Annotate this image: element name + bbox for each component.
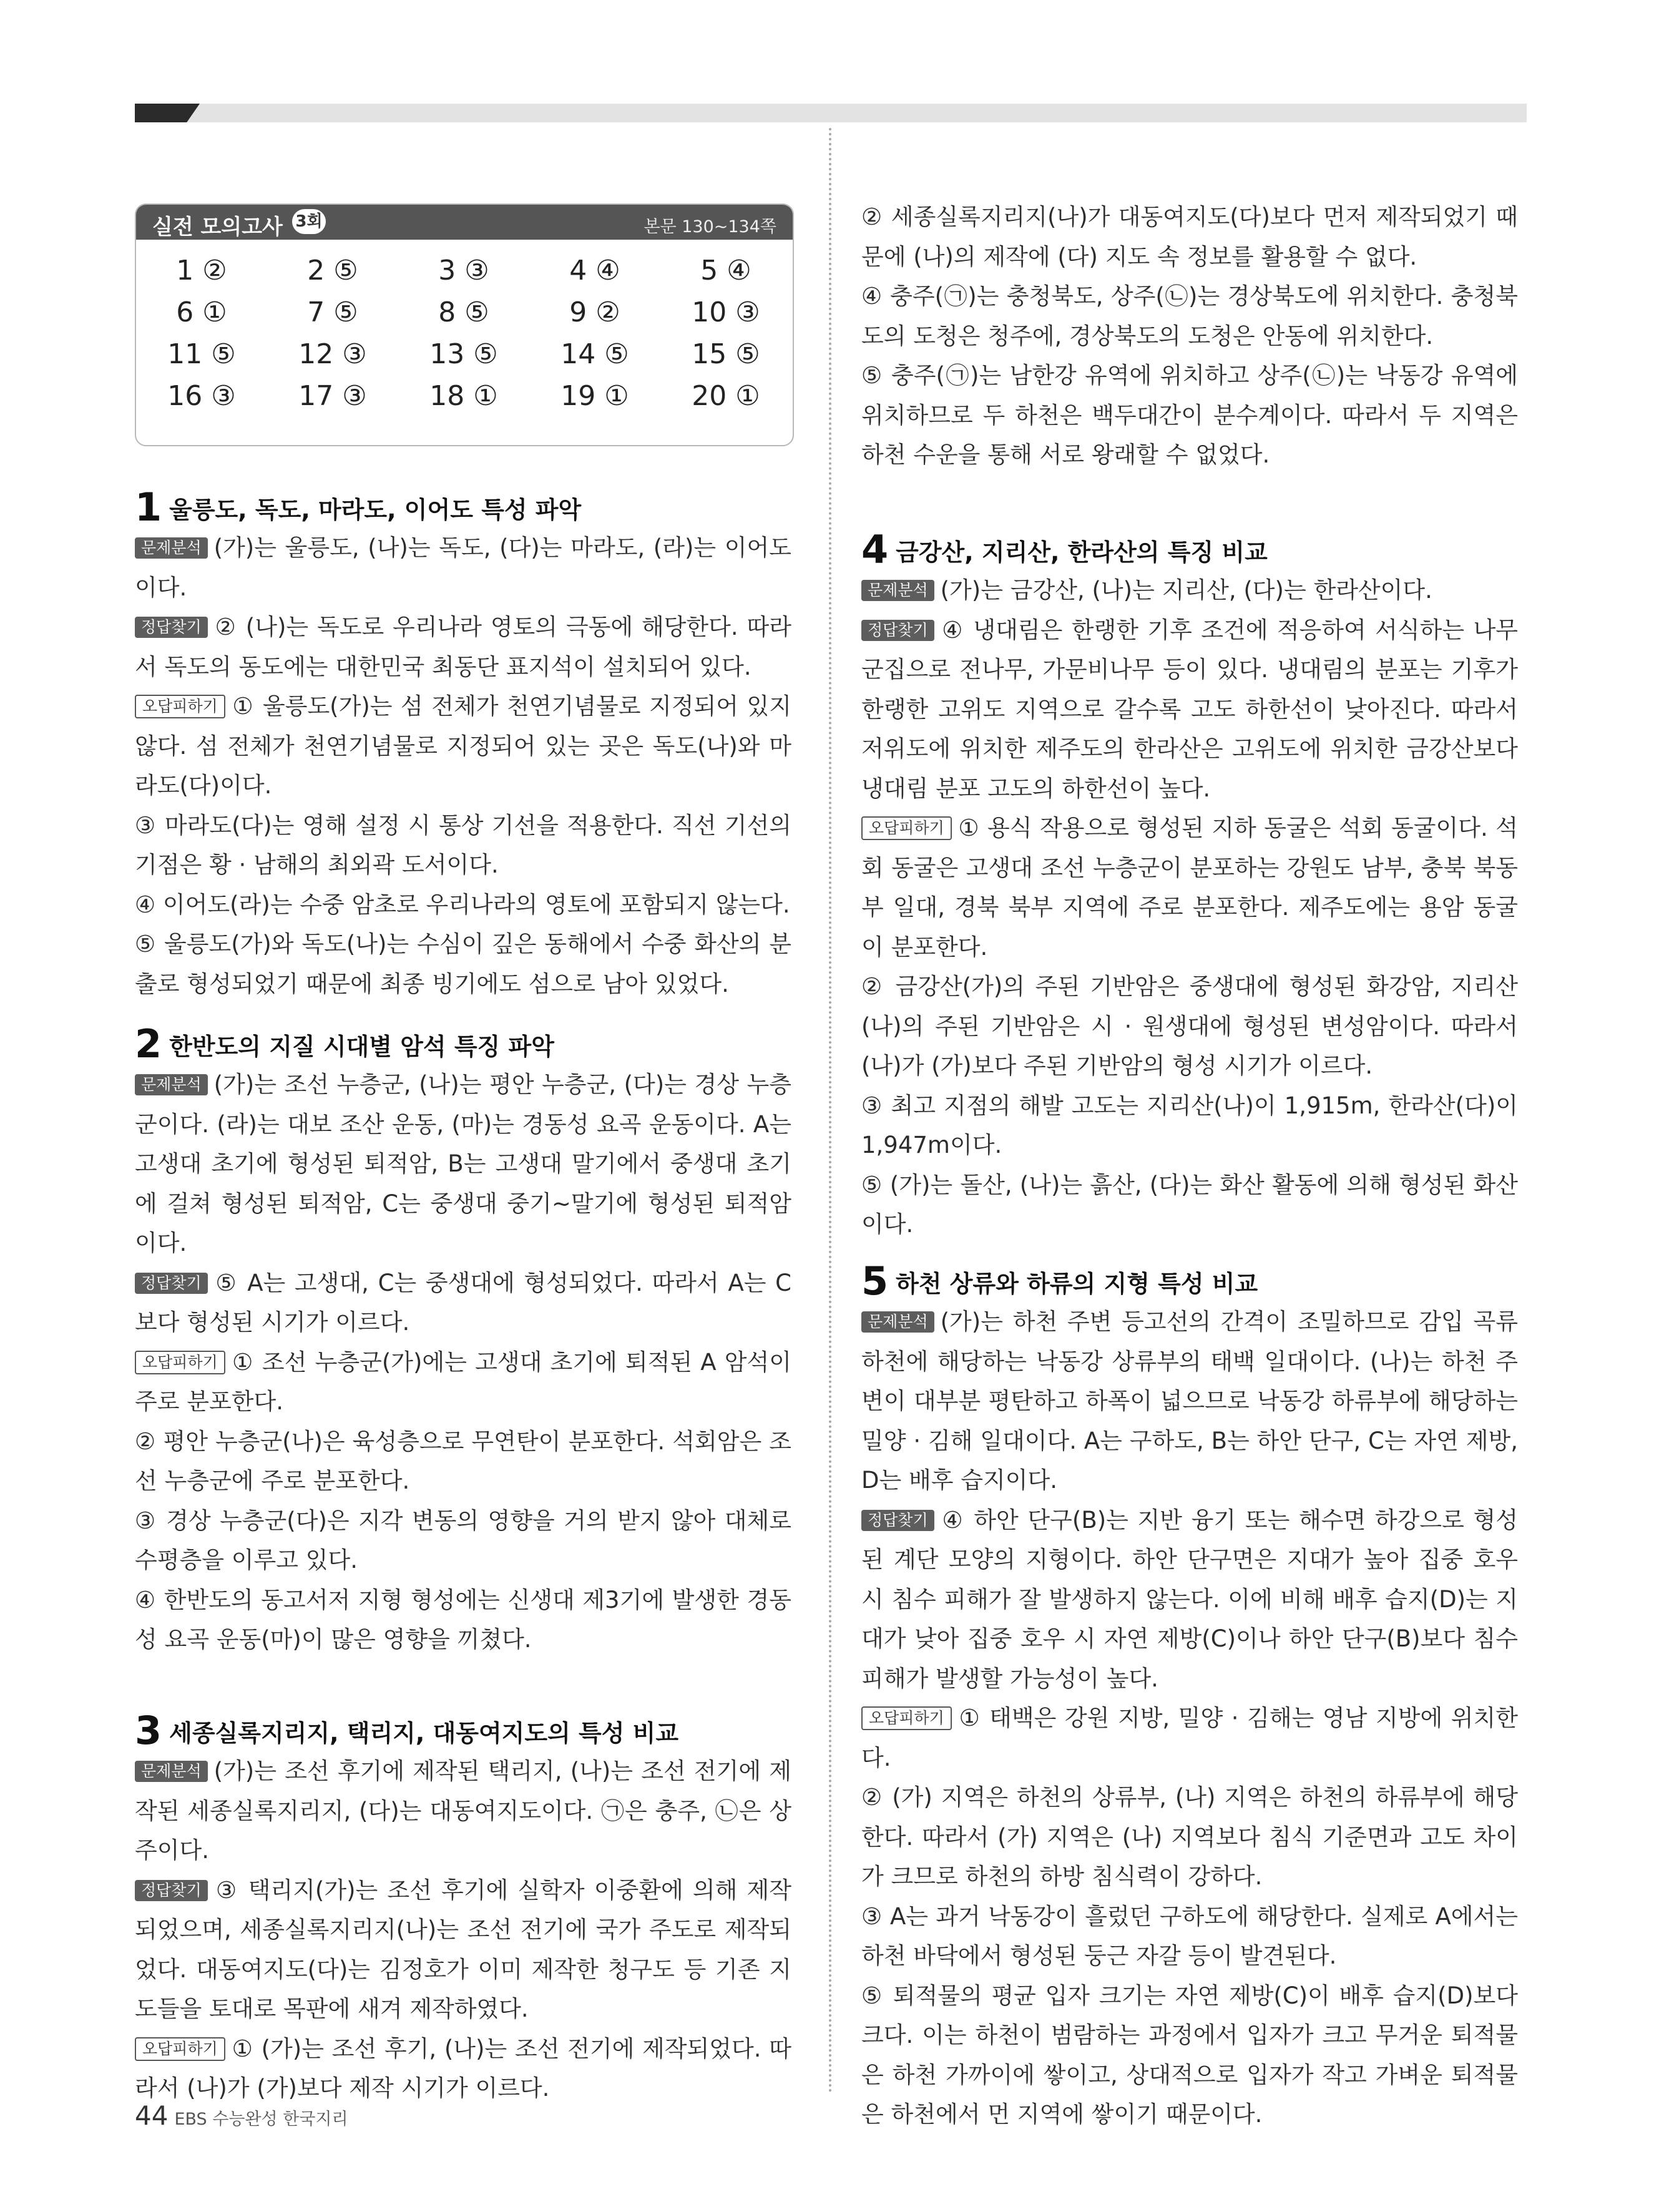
analysis-paragraph: 문제분석 (가)는 조선 후기에 제작된 택리지, (나)는 조선 전기에 제작된 세종실록지리지, (다)는 대동여지도이다. ㉠은 충주, ㉡은 상주이다. bbox=[135, 1758, 791, 1864]
book-title: EBS 수능완성 한국지리 bbox=[174, 2110, 348, 2129]
analysis-tag: 문제분석 bbox=[135, 1074, 208, 1095]
section-title: 5 하천 상류와 하류의 지형 특성 비교 bbox=[861, 1258, 1258, 1304]
explanation-paragraph: ② (가) 지역은 하천의 상류부, (나) 지역은 하천의 하류부에 해당한다. 따라서 (가) 지역은 (나) 지역보다 침식 기준면과 고도 차이가 크므로 하천의 하방 침식력이 강하다. bbox=[861, 1784, 1518, 1890]
wrong-paragraph: 오답피하기 ① 용식 작용으로 형성된 지하 동굴은 석회 동굴이다. 석회 동굴은 고생대 조선 누층군이 분포하는 강원도 남부, 충북 북동부 일대, 경북 북부 지역에 주로 분포한다. 제주도에는 용암 동굴이 분포한다. bbox=[861, 815, 1518, 961]
answer-item: 18 ① bbox=[429, 380, 498, 412]
section-title: 2 한반도의 지질 시대별 암석 특징 파악 bbox=[135, 1021, 554, 1067]
answer-key-title: 실전 모의고사 bbox=[152, 215, 283, 240]
answer-item: 10 ③ bbox=[692, 296, 760, 328]
answer-item: 9 ② bbox=[569, 296, 620, 328]
section-5 bbox=[861, 1258, 1518, 2135]
answer-item: 20 ① bbox=[692, 380, 760, 412]
wrong-paragraph: 오답피하기 ① (가)는 조선 후기, (나)는 조선 전기에 제작되었다. 따라서 (나)가 (가)보다 제작 시기가 이르다. bbox=[135, 2035, 791, 2102]
answer-item: 7 ⑤ bbox=[307, 296, 358, 328]
explanation-paragraph: ④ 충주(㉠)는 충청북도, 상주(㉡)는 경상북도에 위치한다. 충청북도의 도청은 청주에, 경상북도의 도청은 안동에 위치한다. bbox=[861, 283, 1518, 350]
answer-item: 19 ① bbox=[560, 380, 629, 412]
explanation-paragraph: ② 평안 누층군(나)은 육성층으로 무연탄이 분포한다. 석회암은 조선 누층군에 주로 분포한다. bbox=[135, 1427, 791, 1494]
answer-item: 3 ③ bbox=[438, 255, 489, 286]
wrong-tag: 오답피하기 bbox=[135, 695, 225, 718]
wrong-tag: 오답피하기 bbox=[861, 1706, 952, 1730]
answer-key-header bbox=[136, 205, 793, 240]
analysis-paragraph: 문제분석 (가)는 울릉도, (나)는 독도, (다)는 마라도, (라)는 이어도이다. bbox=[135, 534, 791, 601]
answer-tag: 정답찾기 bbox=[135, 617, 208, 638]
answer-paragraph: 정답찾기 ③ 택리지(가)는 조선 후기에 실학자 이중환에 의해 제작되었으며, 세종실록지리지(나)는 조선 전기에 국가 주도로 제작되었다. 대동여지도(다)는 김정호가 이미 제작한 청구도 등 기존 지도들을 토대로 목판에 새겨 제작하였다. bbox=[135, 1876, 791, 2022]
explanation-paragraph: ③ 경상 누층군(다)은 지각 변동의 영향을 거의 받지 않아 대체로 수평층을 이루고 있다. bbox=[135, 1507, 791, 1573]
explanation-paragraph: ③ A는 과거 낙동강이 흘렀던 구하도에 해당한다. 실제로 A에서는 하천 바닥에서 형성된 둥근 자갈 등이 발견된다. bbox=[861, 1902, 1518, 1969]
answer-tag: 정답찾기 bbox=[135, 1273, 208, 1294]
wrong-tag: 오답피하기 bbox=[861, 816, 952, 840]
wrong-tag: 오답피하기 bbox=[135, 2037, 225, 2061]
answer-paragraph: 정답찾기 ⑤ A는 고생대, C는 중생대에 형성되었다. 따라서 A는 C보다 형성된 시기가 이르다. bbox=[135, 1269, 791, 1336]
top-strip bbox=[135, 104, 1527, 122]
explanation-paragraph: ④ 한반도의 동고서저 지형 형성에는 신생대 제3기에 발생한 경동성 요곡 운동(마)이 많은 영향을 끼쳤다. bbox=[135, 1586, 791, 1653]
explanation-paragraph: ⑤ 울릉도(가)와 독도(나)는 수심이 깊은 동해에서 수중 화산의 분출로 형성되었기 때문에 최종 빙기에도 섬으로 남아 있었다. bbox=[135, 931, 791, 997]
analysis-paragraph: 문제분석 (가)는 조선 누층군, (나)는 평안 누층군, (다)는 경상 누층군이다. (라)는 대보 조산 운동, (마)는 경동성 요곡 운동이다. A는 고생대 초기에 형성된 퇴적암, B는 고생대 말기에서 중생대 초기에 걸쳐 형성된 퇴적암, C는 중생대 중기~말기에 형성된 퇴적암이다. bbox=[135, 1071, 791, 1256]
answer-item: 17 ③ bbox=[298, 380, 367, 412]
round-badge: 3회 bbox=[292, 209, 326, 234]
section-3-continued bbox=[861, 197, 1518, 475]
analysis-tag: 문제분석 bbox=[861, 1311, 934, 1333]
answer-item: 11 ⑤ bbox=[167, 338, 236, 370]
answer-item: 4 ④ bbox=[569, 255, 620, 286]
section-title: 3 세종실록지리지, 택리지, 대동여지도의 특성 비교 bbox=[135, 1708, 679, 1753]
section-title: 4 금강산, 지리산, 한라산의 특징 비교 bbox=[861, 527, 1268, 572]
answer-item: 12 ③ bbox=[298, 338, 367, 370]
answer-item: 5 ④ bbox=[700, 255, 751, 286]
answer-item: 14 ⑤ bbox=[560, 338, 629, 370]
answer-key-box bbox=[135, 203, 794, 446]
analysis-paragraph: 문제분석 (가)는 금강산, (나)는 지리산, (다)는 한라산이다. bbox=[861, 570, 1518, 610]
section-3 bbox=[135, 1710, 791, 2108]
answer-item: 2 ⑤ bbox=[307, 255, 358, 286]
answer-tag: 정답찾기 bbox=[861, 1510, 934, 1531]
answer-item: 16 ③ bbox=[167, 380, 236, 412]
answer-row bbox=[136, 333, 793, 375]
wrong-tag: 오답피하기 bbox=[135, 1351, 225, 1374]
answer-grid bbox=[136, 250, 793, 417]
wrong-paragraph: 오답피하기 ① 울릉도(가)는 섬 전체가 천연기념물로 지정되어 있지 않다. 섬 전체가 천연기념물로 지정되어 있는 곳은 독도(나)와 마라도(다)이다. bbox=[135, 693, 791, 799]
section-title: 1 울릉도, 독도, 마라도, 이어도 특성 파악 bbox=[135, 484, 582, 530]
answer-item: 6 ① bbox=[176, 296, 227, 328]
explanation-paragraph: ③ 마라도(다)는 영해 설정 시 통상 기선을 적용한다. 직선 기선의 기점은 황 · 남해의 최외곽 도서이다. bbox=[135, 811, 791, 878]
section-1 bbox=[135, 484, 791, 1004]
section-4 bbox=[861, 529, 1518, 1245]
wrong-paragraph: 오답피하기 ① 조선 누층군(가)에는 고생대 초기에 퇴적된 A 암석이 주로 분포한다. bbox=[135, 1348, 791, 1415]
analysis-tag: 문제분석 bbox=[135, 537, 208, 559]
section-2 bbox=[135, 1021, 791, 1660]
answer-tag: 정답찾기 bbox=[135, 1880, 208, 1901]
analysis-tag: 문제분석 bbox=[135, 1761, 208, 1782]
explanation-paragraph: ③ 최고 지점의 해발 고도는 지리산(나)이 1,915m, 한라산(다)이 1,947m이다. bbox=[861, 1092, 1518, 1158]
page-footer bbox=[135, 2100, 348, 2131]
answer-paragraph: 정답찾기 ② (나)는 독도로 우리나라 영토의 극동에 해당한다. 따라서 독도의 동도에는 대한민국 최동단 표지석이 설치되어 있다. bbox=[135, 614, 791, 680]
wrong-paragraph: 오답피하기 ① 태백은 강원 지방, 밀양 · 김해는 영남 지방에 위치한다. bbox=[861, 1705, 1518, 1771]
explanation-paragraph: ② 세종실록지리지(나)가 대동여지도(다)보다 먼저 제작되었기 때문에 (나)의 제작에 (다) 지도 속 정보를 활용할 수 없다. bbox=[861, 203, 1518, 270]
answer-tag: 정답찾기 bbox=[861, 620, 934, 641]
answer-item: 8 ⑤ bbox=[438, 296, 489, 328]
analysis-tag: 문제분석 bbox=[861, 580, 934, 601]
answer-row bbox=[136, 291, 793, 333]
explanation-paragraph: ⑤ 충주(㉠)는 남한강 유역에 위치하고 상주(㉡)는 낙동강 유역에 위치하므로 두 하천은 백두대간이 분수계이다. 따라서 두 지역은 하천 수운을 통해 서로 왕래할 수 없었다. bbox=[861, 362, 1518, 468]
explanation-paragraph: ④ 이어도(라)는 수중 암초로 우리나라의 영토에 포함되지 않는다. bbox=[135, 891, 790, 918]
answer-row bbox=[136, 250, 793, 291]
answer-row bbox=[136, 375, 793, 417]
answer-item: 1 ② bbox=[176, 255, 227, 286]
answer-item: 13 ⑤ bbox=[429, 338, 498, 370]
explanation-paragraph: ⑤ 퇴적물의 평균 입자 크기는 자연 제방(C)이 배후 습지(D)보다 크다. 이는 하천이 범람하는 과정에서 입자가 크고 무거운 퇴적물은 하천 가까이에 쌓이고, 상대적으로 입자가 작고 가벼운 퇴적물은 하천에서 먼 지역에 쌓이기 때문이다. bbox=[861, 1982, 1518, 2128]
explanation-paragraph: ⑤ (가)는 돌산, (나)는 흙산, (다)는 화산 활동에 의해 형성된 화산이다. bbox=[861, 1171, 1518, 1238]
column-divider bbox=[829, 128, 831, 2094]
answer-paragraph: 정답찾기 ④ 하안 단구(B)는 지반 융기 또는 해수면 하강으로 형성된 계단 모양의 지형이다. 하안 단구면은 지대가 높아 집중 호우 시 침수 피해가 잘 발생하지 않는다. 이에 비해 배후 습지(D)는 지대가 낮아 집중 호우 시 자연 제방(C)이나 하안 단구(B)보다 침수 피해가 발생할 가능성이 높다. bbox=[861, 1506, 1518, 1692]
explanation-paragraph: ② 금강산(가)의 주된 기반암은 중생대에 형성된 화강암, 지리산(나)의 주된 기반암은 시 · 원생대에 형성된 변성암이다. 따라서 (나)가 (가)보다 주된 기반암의 형성 시기가 이르다. bbox=[861, 973, 1518, 1079]
analysis-paragraph: 문제분석 (가)는 하천 주변 등고선의 간격이 조밀하므로 감입 곡류 하천에 해당하는 낙동강 상류부의 태백 일대이다. (나)는 하천 주변이 대부분 평탄하고 하폭이 넓으므로 낙동강 하류부에 해당하는 밀양 · 김해 일대이다. A는 구하도, B는 하안 단구, C는 자연 제방, D는 배후 습지이다. bbox=[861, 1308, 1518, 1494]
page-number: 44 bbox=[135, 2100, 169, 2131]
answer-item: 15 ⑤ bbox=[692, 338, 760, 370]
answer-paragraph: 정답찾기 ④ 냉대림은 한랭한 기후 조건에 적응하여 서식하는 나무 군집으로 전나무, 가문비나무 등이 있다. 냉대림의 분포는 기후가 한랭한 고위도 지역으로 갈수록 고도 하한선이 낮아진다. 따라서 저위도에 위치한 제주도의 한라산은 고위도에 위치한 금강산보다 냉대림 분포 고도의 하한선이 높다. bbox=[861, 616, 1518, 802]
page-range: 본문 130~134쪽 bbox=[644, 217, 776, 237]
